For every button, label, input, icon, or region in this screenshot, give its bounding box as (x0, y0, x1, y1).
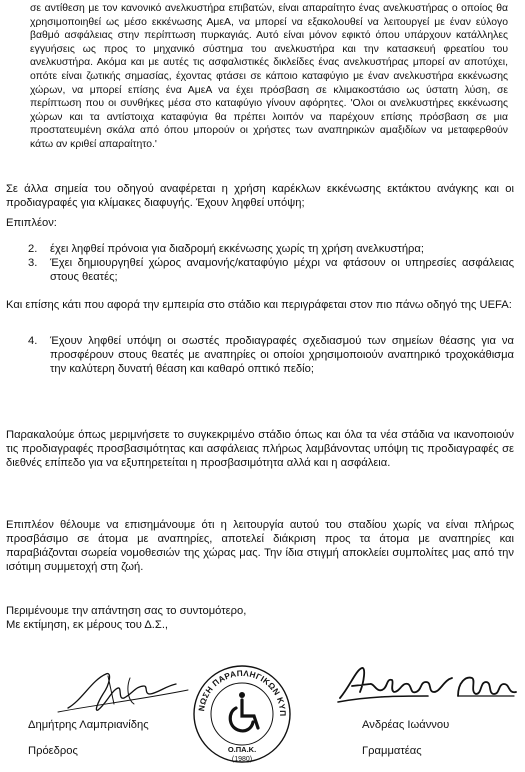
stamp-arc-text: ΟΡΓΑΝΩΣΗ ΠΑΡΑΠΛΗΓΙΚΩΝ ΚΥΠΡΟΥ (186, 655, 288, 717)
secretary-role: Γραμματέας (362, 745, 422, 757)
organization-stamp (186, 655, 294, 766)
list-item-number: 2. (28, 243, 38, 255)
list-item-text: Έχει δημιουργηθεί χώρος αναμονής/καταφύγιο μέχρι να φτάσουν οι υπηρεσίες ασφάλειας στους θεατές; (50, 257, 514, 283)
secretary-name: Ανδρέας Ιωάννου (362, 719, 450, 731)
closing-line-1: Περιμένουμε την απάντηση σας το συντομότερο, (6, 605, 247, 617)
stamp-abbreviation: Ο.ΠΑ.Κ. (227, 745, 257, 754)
stamp-year: (1980) (231, 756, 253, 763)
uefa-paragraph: Και επίσης κάτι που αφορά την εμπειρία στο στάδιο και περιγράφεται στον πιο πάνω οδηγό της UEFA: (6, 299, 512, 311)
president-signature (48, 660, 198, 722)
also-label: Επιπλέον: (6, 217, 57, 229)
evacuation-chairs-paragraph: Σε άλλα σημεία του οδηγού αναφέρεται η χρήση καρέκλων εκκένωσης εκτάκτου ανάγκης και οι προδιαγραφές για κλίμακες διαφυγής. Έχουν ληφθεί υπόψη; (6, 183, 514, 209)
list-item-text: έχει ληφθεί πρόνοια για διαδρομή εκκένωσης χωρίς τη χρήση ανελκυστήρα; (50, 243, 424, 255)
president-role: Πρόεδρος (28, 745, 78, 757)
president-name: Δημήτρης Λαμπριανίδης (28, 719, 149, 731)
list-item (28, 256, 514, 284)
list-item (28, 334, 514, 376)
quoted-guideline-text: σε αντίθεση με τον κανονικό ανελκυστήρα επιβατών, είναι απαραίτητο ένας ανελκυστήρας ο οποίος θα χρησιμοποιηθεί ως μέσο εκκένωσης ΑμεΑ, να μπορεί να εξακολουθεί να λειτουργεί με έναν εύλογο βαθμό ασφάλειας στην περίπτωση πυρκαγιάς. Αυτό είναι μόνον εφικτό όπου υπάρχουν κατάλληλες εγγυήσεις ως προς το μηχανικό σύστημα του ανελκυστήρα και την κατασκευή φρεατίου του ανελκυστήρα. Ακόμα και με αυτές τις ασφαλιστικές δικλείδες ένας ανελκυστήρας μπορεί αν αποτύχει, οπότε είναι ζωτικής σημασίας, έχοντας φτάσει σε κάποιο καταφύγιο με έναν ανελκυστήρα εκκένωσης χώρων, να μπορεί επίσης ένα ΑμεΑ να έχει πρόσβαση σε κλιμακοστάσιο ως ύστατη λύση, σε περίπτωση που οι συνθήκες μέσα στο καταφύγιο γίνουν αφόρητες. 'Ολοι οι ανελκυστήρες εκκένωσης χώρων και τα αντίστοιχα καταφύγια θα πρέπει λοιπόν να παρέχουν επίσης πρόσβαση σε μια προστατευμένη σκάλα από όπου μπορούν οι χρήστες των αναπηρικών αμαξιδίων να μεταφερθούν κάτω αν κριθεί απαραίτητο.' (30, 3, 508, 150)
list-item (28, 242, 514, 256)
wheelchair-icon (230, 692, 258, 731)
secretary-signature (330, 656, 520, 716)
list-item-number: 4. (28, 335, 38, 347)
list-item-number: 3. (28, 257, 38, 269)
request-paragraph: Παρακαλούμε όπως μεριμνήσετε το συγκεκριμένο στάδιο όπως και όλα τα νέα στάδια να ικανοποιούν τις προδιαγραφές προσβασιμότητας και ασφάλειας πλήρως λαμβάνοντας υπόψη τις προδιαγραφές σε διεθνές επίπεδο για να εξυπηρετείται η προσβασιμότητα αλλά και η ασφάλεια. (6, 429, 514, 469)
list-item-text: Έχουν ληφθεί υπόψη οι σωστές προδιαγραφές σχεδιασμού των σημείων θέασης για να προσφέρουν στους θεατές με αναπηρίες οι οποίοι χρησιμοποιούν αναπηρικό τροχοκάθισμα την καλύτερη δυνατή θέαση και καθαρό οπτικό πεδίο; (50, 335, 514, 375)
discrimination-paragraph: Επιπλέον θέλουμε να επισημάνουμε ότι η λειτουργία αυτού του σταδίου χωρίς να είναι πλήρως προσβάσιμο σε άτομα με αναπηρίες, αποτελεί διάκριση προς τα άτομα με αναπηρίες και παραβιάζονται σωρεία νομοθεσιών της χώρας μας. Την ίδια στιγμή αποκλείει συμπολίτες μας από την ισότιμη συμμετοχή στη ζωή. (6, 519, 514, 573)
closing-line-2: Με εκτίμηση, εκ μέρους του Δ.Σ., (6, 619, 169, 631)
